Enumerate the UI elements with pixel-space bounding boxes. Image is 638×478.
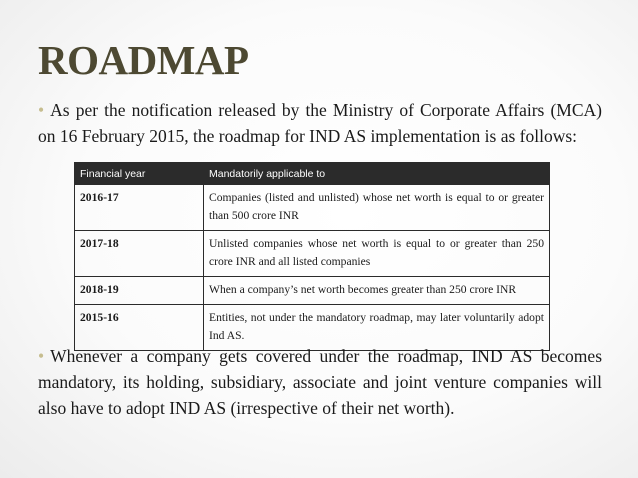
table-header-row [75, 163, 550, 185]
bullet-text: As per the notification released by the Ministry of Corporate Affairs (MCA) on 16 February 2015, the roadmap for IND AS implementation is as follows: [38, 100, 602, 146]
roadmap-table [74, 162, 550, 351]
row-applicable: Entities, not under the mandatory roadmap, may later voluntarily adopt Ind AS. [204, 305, 550, 351]
slide-title: ROADMAP [38, 37, 249, 83]
row-year: 2017-18 [75, 231, 204, 277]
row-year: 2018-19 [75, 277, 204, 305]
bullet-paragraph-notification [38, 97, 602, 149]
row-applicable: Unlisted companies whose net worth is equal to or greater than 250 crore INR and all listed companies [204, 231, 550, 277]
row-applicable: Companies (listed and unlisted) whose net worth is equal to or greater than 500 crore INR [204, 185, 550, 231]
row-year: 2016-17 [75, 185, 204, 231]
bullet-text: Whenever a company gets covered under the roadmap, IND AS becomes mandatory, its holding, subsidiary, associate and joint venture companies will also have to adopt IND AS (irrespective of their net worth). [38, 346, 602, 418]
row-applicable: When a company’s net worth becomes greater than 250 crore INR [204, 277, 550, 305]
table-row [75, 277, 550, 305]
bullet-marker: • [38, 346, 45, 366]
row-year: 2015-16 [75, 305, 204, 351]
bullet-marker: • [38, 100, 45, 120]
table-row [75, 185, 550, 231]
header-applicable-to: Mandatorily applicable to [204, 163, 550, 185]
header-financial-year: Financial year [75, 163, 204, 185]
table-row [75, 231, 550, 277]
bullet-paragraph-coverage [38, 343, 602, 421]
